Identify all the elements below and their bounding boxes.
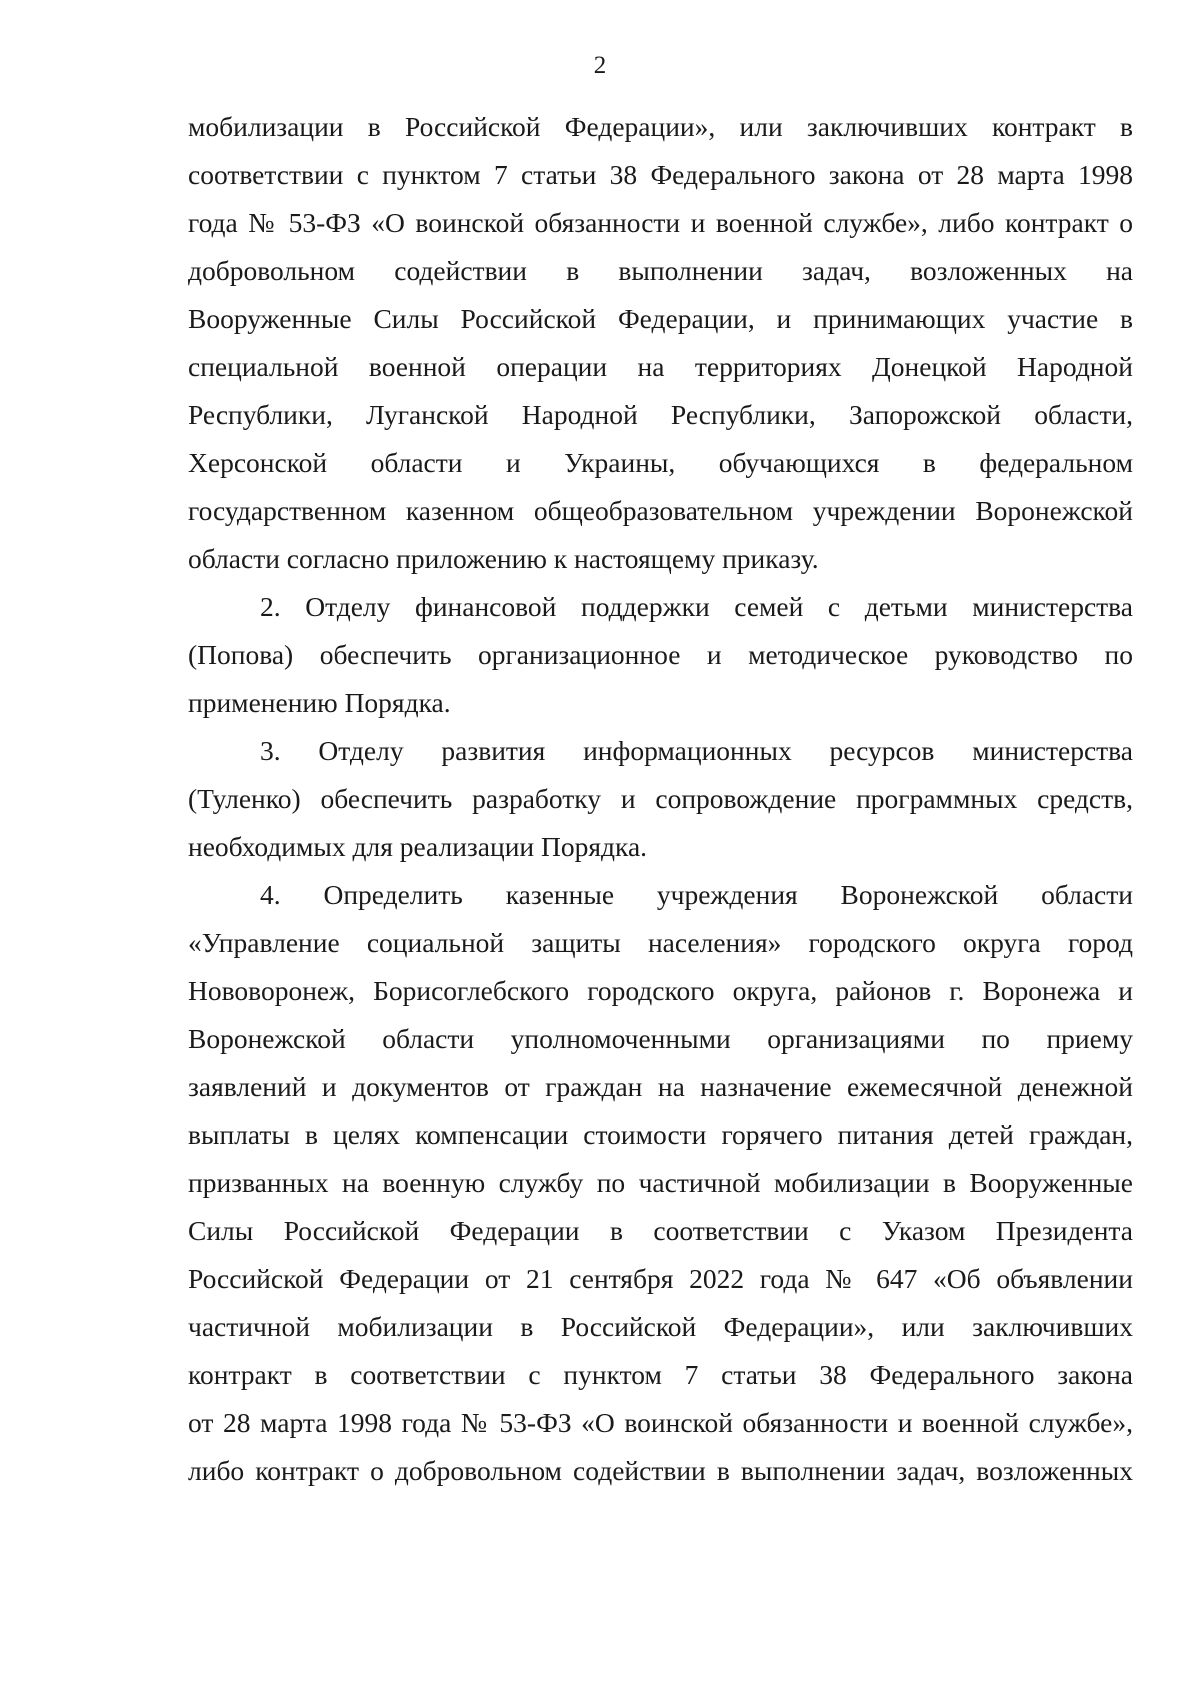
text-line: 3. Отделу развития информационных ресурсов министерства — [260, 735, 1133, 766]
paragraph-item-4 — [188, 871, 1133, 1495]
text-line: «Управление социальной защиты населения» городского округа город — [188, 927, 1133, 958]
text-line: года № 53-ФЗ «О воинской обязанности и военной службе», либо контракт о — [188, 207, 1133, 238]
text-line: мобилизации в Российской Федерации», или заключивших контракт в — [188, 111, 1133, 142]
text-line: контракт в соответствии с пунктом 7 статьи 38 Федерального закона — [188, 1359, 1133, 1390]
text-line: Республики, Луганской Народной Республики, Запорожской области, — [188, 399, 1133, 430]
text-line: необходимых для реализации Порядка. — [188, 831, 648, 862]
text-line: заявлений и документов от граждан на назначение ежемесячной денежной — [188, 1071, 1133, 1102]
page-number: 2 — [593, 52, 607, 79]
text-line: государственном казенном общеобразовательном учреждении Воронежской — [188, 495, 1133, 526]
text-line: 4. Определить казенные учреждения Воронежской области — [260, 879, 1133, 910]
text-line: частичной мобилизации в Российской Федерации», или заключивших — [188, 1311, 1133, 1342]
text-line: Силы Российской Федерации в соответствии с Указом Президента — [188, 1215, 1133, 1246]
text-line: специальной военной операции на территориях Донецкой Народной — [188, 351, 1133, 382]
paragraph-continuation — [188, 103, 1133, 583]
document-body — [188, 103, 1133, 1495]
text-line: добровольном содействии в выполнении задач, возложенных на — [188, 255, 1133, 286]
text-line: применению Порядка. — [188, 687, 451, 718]
text-line: Нововоронеж, Борисоглебского городского округа, районов г. Воронежа и — [188, 975, 1133, 1006]
text-line: (Туленко) обеспечить разработку и сопровождение программных средств, — [188, 783, 1133, 814]
text-line: призванных на военную службу по частичной мобилизации в Вооруженные — [188, 1167, 1133, 1198]
text-line: 2. Отделу финансовой поддержки семей с детьми министерства — [260, 591, 1133, 622]
text-line: области согласно приложению к настоящему приказу. — [188, 543, 819, 574]
text-line: выплаты в целях компенсации стоимости горячего питания детей граждан, — [188, 1119, 1133, 1150]
paragraph-item-3 — [188, 727, 1133, 871]
text-line: Воронежской области уполномоченными организациями по приему — [188, 1023, 1133, 1054]
text-line: (Попова) обеспечить организационное и методическое руководство по — [188, 639, 1133, 670]
text-line: Российской Федерации от 21 сентября 2022 года № 647 «Об объявлении — [188, 1263, 1133, 1294]
paragraph-item-2 — [188, 583, 1133, 727]
text-line: Херсонской области и Украины, обучающихся в федеральном — [188, 447, 1133, 478]
text-line: соответствии с пунктом 7 статьи 38 Федерального закона от 28 марта 1998 — [188, 159, 1133, 190]
text-line: Вооруженные Силы Российской Федерации, и принимающих участие в — [188, 303, 1133, 334]
text-line: от 28 марта 1998 года № 53-ФЗ «О воинской обязанности и военной службе», — [188, 1407, 1133, 1438]
text-line: либо контракт о добровольном содействии в выполнении задач, возложенных — [188, 1455, 1133, 1486]
